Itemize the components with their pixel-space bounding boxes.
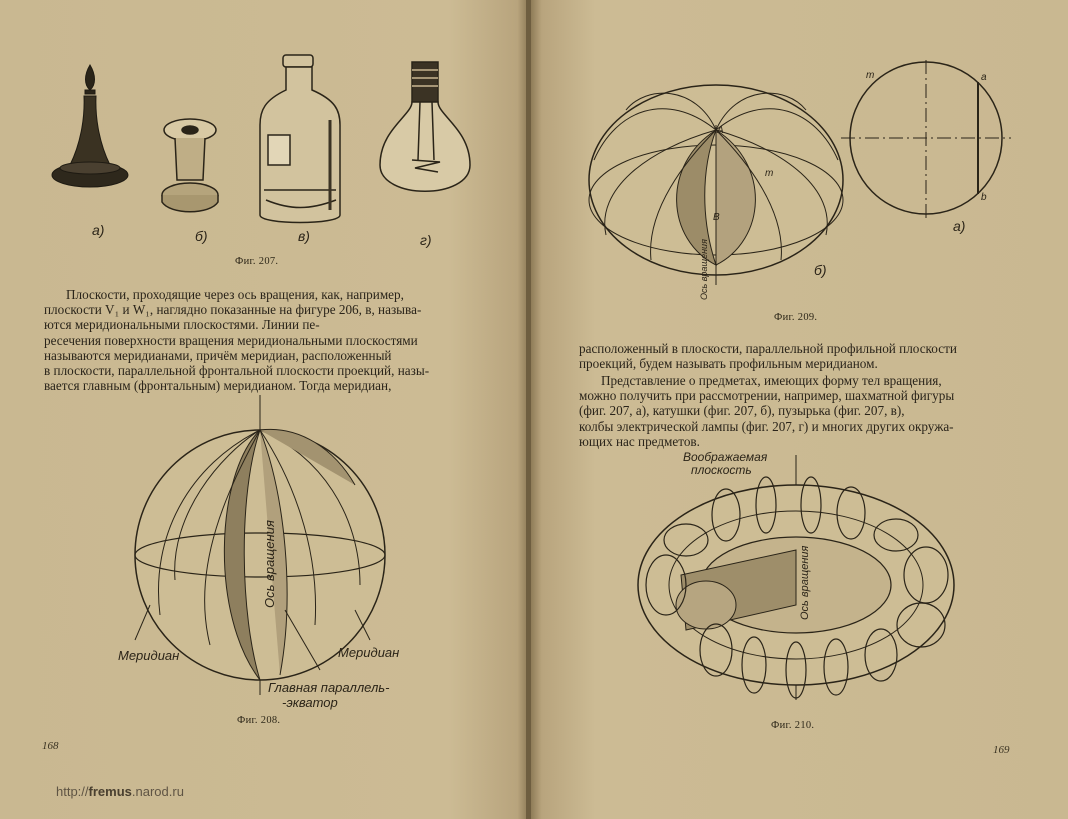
fig209-ellipsoid-drawing xyxy=(586,70,851,290)
watermark-bold: fremus xyxy=(88,784,132,799)
watermark xyxy=(56,784,184,799)
fig208-equator-label-1: Главная параллель- xyxy=(268,680,390,695)
right-paragraph-2 xyxy=(579,373,1011,449)
left-page-number: 168 xyxy=(42,740,59,752)
fig209-caption: Фиг. 209. xyxy=(774,312,818,323)
fig207-label-a: а) xyxy=(92,222,105,238)
fig209-label-a: а) xyxy=(953,218,966,234)
fig209-point-a: a xyxy=(981,72,987,83)
watermark-prefix: http:// xyxy=(56,784,89,799)
light-bulb-drawing xyxy=(380,62,470,191)
fig209-label-b: б) xyxy=(814,262,827,278)
right-line-2: проекций, будем называть профильным меридианом. xyxy=(579,356,878,372)
fig207-label-g: г) xyxy=(420,232,432,248)
right-line-5: (фиг. 207, а), катушки (фиг. 207, б), пузырька (фиг. 207, в), xyxy=(579,403,905,419)
bottle-drawing xyxy=(260,55,340,223)
fig208-caption: Фиг. 208. xyxy=(237,715,281,726)
fig208-meridian-right: Меридиан xyxy=(338,645,400,660)
right-paragraph-1 xyxy=(579,341,1011,371)
fig208-meridian-left: Меридиан xyxy=(118,648,180,663)
fig209-point-b: b xyxy=(981,192,987,203)
fig210-caption: Фиг. 210. xyxy=(771,720,815,731)
fig210-plane-label-1: Воображаемая xyxy=(683,450,768,464)
fig207-label-b: б) xyxy=(195,228,208,244)
spool-drawing xyxy=(162,119,218,212)
right-line-4: можно получить при рассмотрении, например, шахматной фигуры xyxy=(579,388,955,404)
left-line-3: ются меридиональными плоскостями. Линии пе- xyxy=(44,317,320,333)
fig210-axis-label: Ось вращения xyxy=(799,545,811,620)
fig209-point-B: B xyxy=(713,212,720,223)
left-page xyxy=(0,0,528,819)
watermark-suffix: .narod.ru xyxy=(131,784,184,799)
fig209-point-A: A xyxy=(717,125,724,136)
fig207-illustrations xyxy=(40,50,490,230)
chess-piece-drawing xyxy=(52,65,128,187)
fig209-point-m: m xyxy=(765,168,774,179)
right-page-number: 169 xyxy=(993,744,1010,756)
fig207-label-v: в) xyxy=(298,228,310,244)
fig208-axis-label: Ось вращения xyxy=(262,520,277,608)
fig207-caption: Фиг. 207. xyxy=(235,256,279,267)
fig209-point-m2: m xyxy=(866,70,875,81)
right-page xyxy=(531,0,1068,819)
right-line-6: колбы электрической лампы (фиг. 207, г) и многих других окружа- xyxy=(579,418,954,434)
left-line-4: ресечения поверхности вращения меридиональными плоскостями xyxy=(44,332,418,348)
fig208-equator-label-2: -экватор xyxy=(282,695,338,710)
fig209-axis-label: Ось вращения xyxy=(699,239,709,300)
fig210-plane-label-2: плоскость xyxy=(691,463,752,477)
fig209-profile-circle xyxy=(841,60,1021,220)
left-line-1: Плоскости, проходящие через ось вращения, как, например, xyxy=(66,287,404,302)
right-line-7: ющих нас предметов. xyxy=(579,433,700,449)
left-line-5: называются меридианами, причём меридиан, расположенный xyxy=(44,347,392,363)
left-paragraph xyxy=(44,287,476,393)
left-line-7: вается главным (фронтальным) меридианом. Тогда меридиан, xyxy=(44,378,392,394)
right-line-1: расположенный в плоскости, параллельной профильной плоскости xyxy=(579,341,957,356)
left-line-2: плоскости V₁ и W₁, наглядно показанные на фигуре 206, в, называ- xyxy=(44,302,422,318)
left-line-6: в плоскости, параллельной фронтальной плоскости проекций, назы- xyxy=(44,363,430,379)
right-line-3: Представление о предметах, имеющих форму тел вращения, xyxy=(601,373,942,388)
